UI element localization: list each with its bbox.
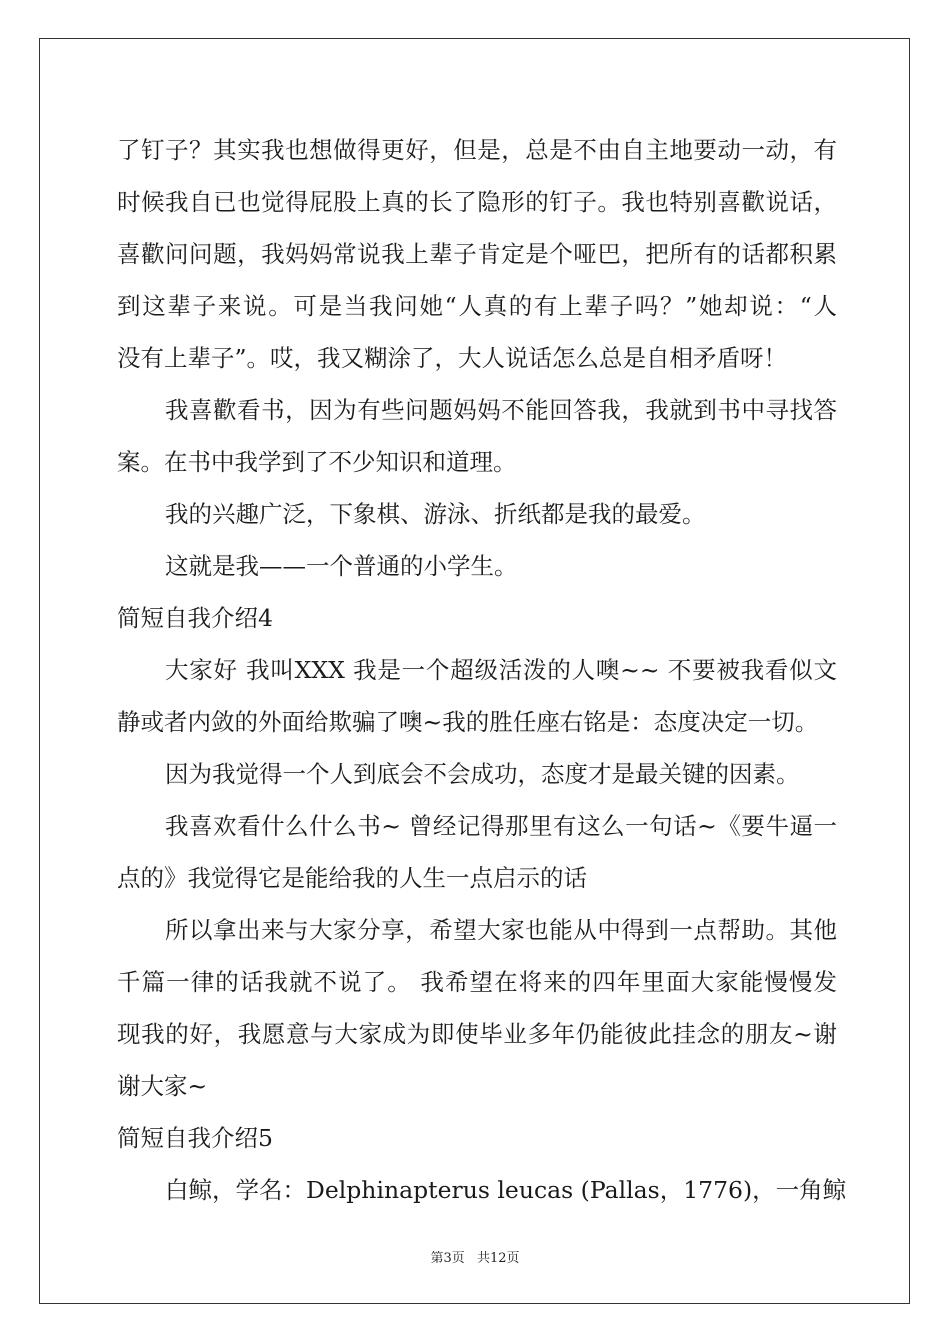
page-total: 共12页 [476,1251,520,1266]
page-footer [0,1247,950,1266]
text-line: 我喜歡看书，因为有些问题妈妈不能回答我，我就到书中寻找答 [165,396,837,424]
text-line: 现我的好，我愿意与大家成为即使毕业多年仍能彼此挂念的朋友~谢 [117,1020,837,1048]
text-line: 谢大家~ [117,1072,208,1100]
text-line: 因为我觉得一个人到底会不会成功，态度才是最关键的因素。 [165,760,800,788]
text-line: 我的兴趣广泛，下象棋、游泳、折纸都是我的最爱。 [165,500,706,528]
text-line: 这就是我——一个普通的小学生。 [165,552,518,580]
text-line: 千篇一律的话我就不说了。 我希望在将来的四年里面大家能慢慢发 [117,968,837,996]
text-line: 没有上辈子”。哎，我又糊涂了，大人说话怎么总是自相矛盾呀！ [117,344,788,372]
section-heading: 简短自我介绍5 [117,1124,273,1152]
text-line: 点的》我觉得它是能给我的人生一点启示的话 [117,864,587,892]
text-line: 喜歡问问题，我妈妈常说我上辈子肯定是个哑巴，把所有的话都积累 [117,240,837,268]
text-line: 时候我自已也觉得屁股上真的长了隐形的钉子。我也特别喜歡说话， [117,188,837,216]
text-line: 所以拿出来与大家分享，希望大家也能从中得到一点帮助。其他 [165,916,837,944]
section-heading: 简短自我介绍4 [117,604,273,632]
text-line: 了钉子？其实我也想做得更好，但是，总是不由自主地要动一动，有 [117,136,837,164]
text-line: 案。在书中我学到了不少知识和道理。 [117,448,517,476]
text-line: 大家好 我叫XXX 我是一个超级活泼的人噢~~ 不要被我看似文 [165,656,837,684]
text-line: 我喜欢看什么什么书~ 曾经记得那里有这么一句话~《要牛逼一 [165,812,837,840]
text-line: 静或者内敛的外面给欺骗了噢~我的胜任座右铭是：态度决定一切。 [117,708,819,736]
text-line: 到这辈子来说。可是当我问她“人真的有上辈子吗？”她却说：“人 [117,292,837,320]
text-line: 白鲸，学名：Delphinapterus leucas (Pallas，1776)，一角鲸 [165,1176,847,1204]
page-number: 第3页 [430,1251,465,1266]
